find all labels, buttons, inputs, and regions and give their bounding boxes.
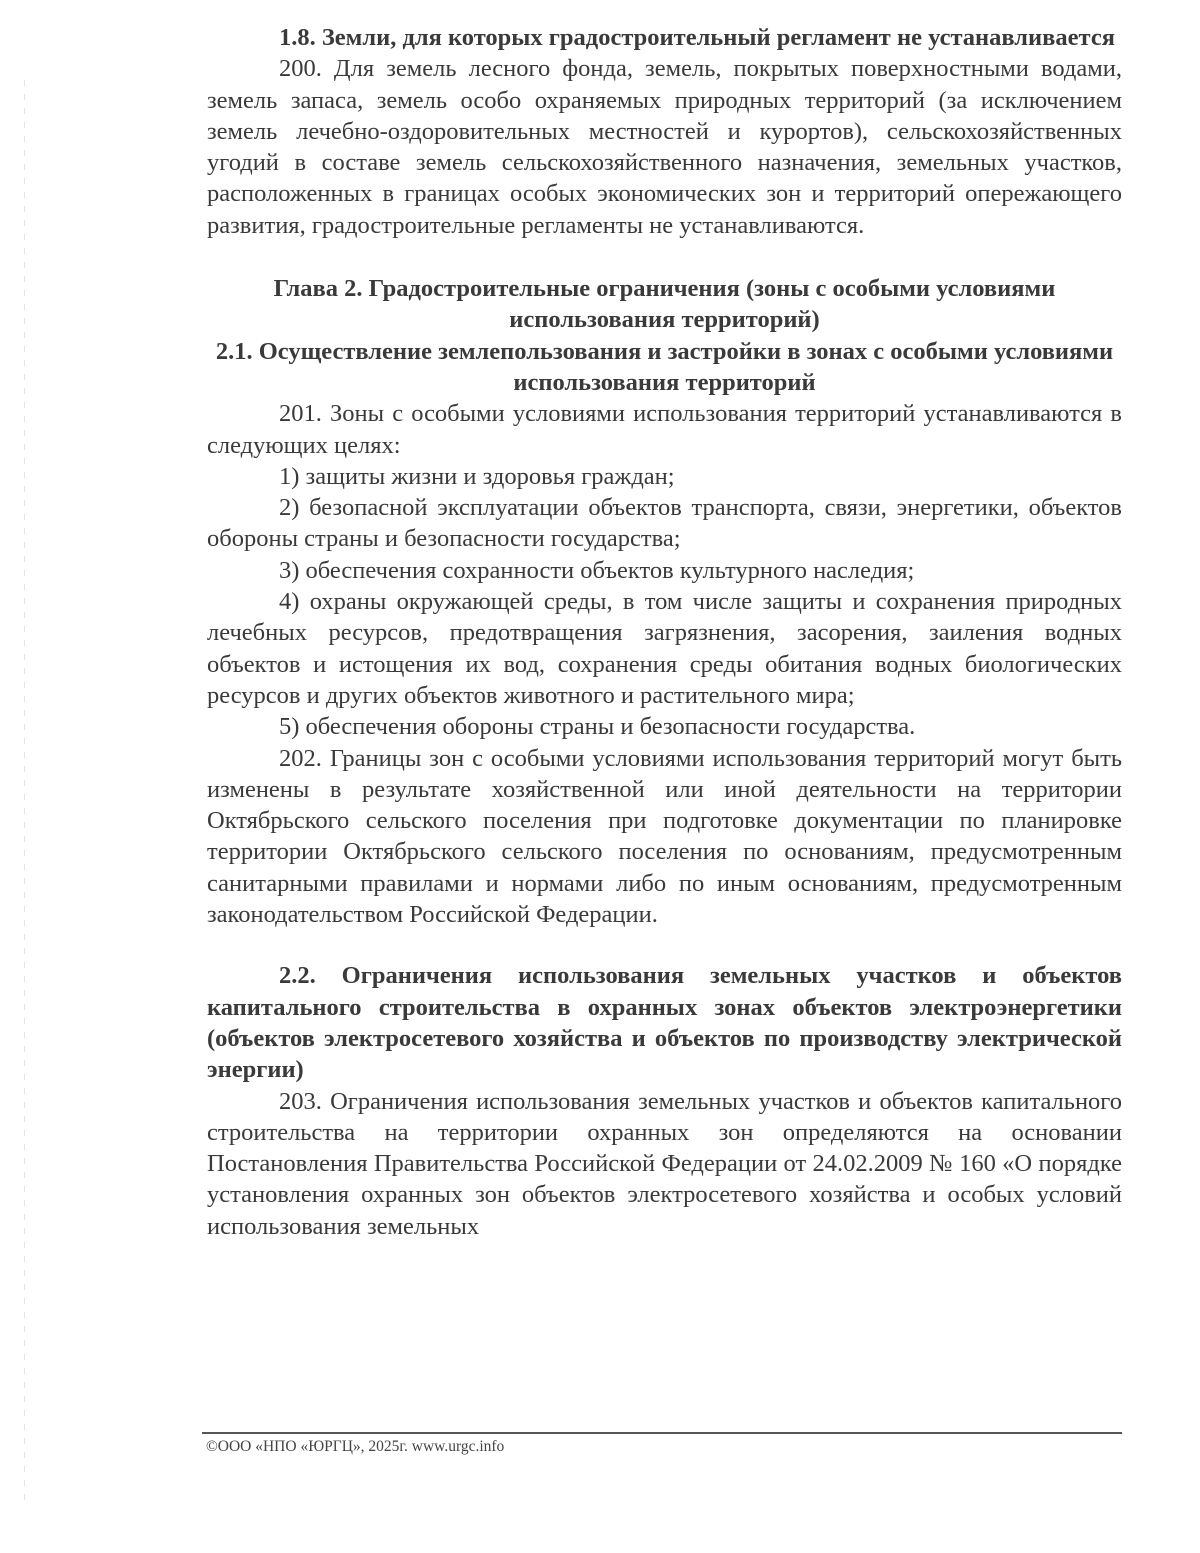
paragraph-201: 201. Зоны с особыми условиями использования территорий устанавливаются в следующих целях: — [207, 400, 1122, 459]
paragraph-200: 200. Для земель лесного фонда, земель, покрытых поверхностными водами, земель запаса, земель особо охраняемых природных территорий (за исключением земель лечебно-оздоровительных местностей и курортов), сельскохозяйственных угодий в составе земель сельскохозяйственного назначения, земельных участков, расположенных в границах особых экономических зон и территорий опережающего развития, градостроительные регламенты не устанавливаются. — [207, 55, 1122, 239]
list-item: 4) охраны окружающей среды, в том числе защиты и сохранения природных лечебных ресурсов, предотвращения загрязнения, засорения, заиления водных объектов и истощения их вод, сохранения среды обитания водных биологических ресурсов и других объектов животного и растительного мира; — [207, 588, 1122, 709]
list-item: 1) защиты жизни и здоровья граждан; — [279, 462, 675, 490]
section-heading-2-1: 2.1. Осуществление землепользования и застройки в зонах с особыми условиями использования территорий — [215, 337, 1114, 396]
paragraph-203: 203. Ограничения использования земельных участков и объектов капитального строительства на территории охранных зон определяются на основании Постановления Правительства Российской Федерации от 24.02.2009 № 160 «О порядке установления охранных зон объектов электросетевого хозяйства и особых условий использования земельных — [207, 1087, 1122, 1240]
footer-copyright: ©ООО «НПО «ЮРГЦ», 2025г. www.urgc.info — [206, 1438, 505, 1455]
spacer — [207, 930, 1122, 960]
list-item: 3) обеспечения сохранности объектов культурного наследия; — [279, 556, 915, 584]
section-heading-1-8: 1.8. Земли, для которых градостроительный регламент не устанавливается — [279, 24, 1115, 51]
list-item: 5) обеспечения обороны страны и безопасности государства. — [279, 713, 916, 741]
paragraph-202: 202. Границы зон с особыми условиями использования территорий могут быть изменены в результате хозяйственной или иной деятельности на территории Октябрьского сельского поселения при подготовке документации по планировке территории Октябрьского сельского поселения по основаниям, предусмотренным санитарными правилами и нормами либо по иным основаниям, предусмотренным законодательством Российской Федерации. — [207, 744, 1122, 929]
list-item: 2) безопасной эксплуатации объектов транспорта, связи, энергетики, объектов обороны страны и безопасности государства; — [207, 494, 1122, 553]
document-page — [207, 22, 1122, 1242]
footer-divider — [202, 1432, 1122, 1434]
scan-margin-artifact — [24, 80, 25, 1500]
spacer — [207, 241, 1122, 273]
chapter-2-title: Глава 2. Градостроительные ограничения (зоны с особыми условиями использования территорий) — [273, 275, 1056, 334]
section-heading-2-2: 2.2. Ограничения использования земельных участков и объектов капитального строительства в охранных зонах объектов электроэнергетики (объектов электросетевого хозяйства и объектов по производству электрической энергии) — [207, 962, 1122, 1084]
